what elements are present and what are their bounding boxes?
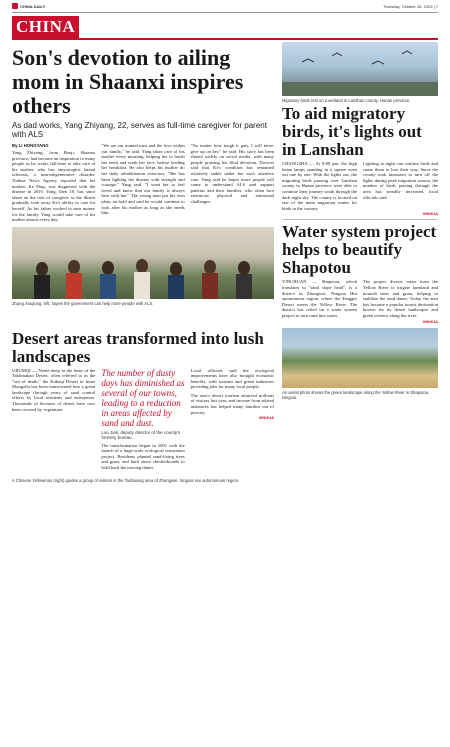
top-bar (12, 0, 438, 13)
masthead-text: CHINA DAILY (20, 3, 46, 9)
desert-col-4: The area's desert tourism attracted millions of visitors last year, and income from related industries has helped many families out of poverty. (190, 392, 274, 415)
china-daily-logo-icon (12, 3, 18, 9)
water-col-1: YINCHUAN — Shapotou, which translates to "sand slope head", is a district in Zhongwei, Ningxia Hui autonomous region, where the Tengger Desert meets the Yellow River. The district has relied on a water system project to turn sand into oases. (282, 279, 357, 318)
lead-columns (12, 143, 274, 223)
desert-photo-caption: A Chinese Yellowman (right) guides a group of visitors in the Taobuxing area of Zhongwei, Ningxia Hui autonomous region. (12, 478, 240, 483)
lead-story (12, 42, 274, 324)
divider (282, 219, 438, 220)
birds-columns (282, 161, 438, 211)
desert-headline: Desert areas transformed into lush landscapes (12, 328, 264, 366)
desert-story (12, 328, 274, 471)
section-rule (12, 38, 438, 40)
lead-col-2: "We are our mutual trust and the love within our family," he said. Yang takes care of his mother every morning, helping her to brush her teeth and wash her face, before feeding her breakfast. He also helps his mother do her daily rehabilitation exercises. "She has been fighting the disease with strength and courage," Yang said. "I want her to feel loved and know that our family is always here with her." The young man put his own plans on hold and said he would continue to look after his mother as long as she needs him. (101, 143, 185, 216)
water-columns (282, 279, 438, 318)
water-photo-caption: An aerial photo shows the green landscape along the Yellow River in Shapotou, Ningxia. (282, 389, 430, 400)
desert-quote-author: Lou Jiali, deputy director of the county's forestry bureau (101, 429, 181, 440)
lead-photo-caption: Zhang Xiuqiong, left, hopes the government can help more people with ALS. (12, 300, 154, 306)
bottom-region (12, 328, 438, 471)
desert-col-2: The transformation began in 2001 with the launch of a large-scale ecological restoration project. Residents planted sand-fixing trees and grass, and built straw checkerboards to hold back the moving dunes. (101, 442, 185, 470)
lead-headline: Son's devotion to ailing mom in Shaanxi inspires others (12, 45, 244, 118)
top-region (12, 42, 438, 324)
water-photo-block (282, 328, 438, 471)
lead-photo (12, 227, 274, 299)
water-headline: Water system project helps to beautify Shapotou (282, 222, 437, 278)
date-line: Thursday, October 26, 2023 | 7 (383, 3, 438, 9)
section-label: CHINA (12, 16, 79, 38)
lead-deck: As dad works, Yang Zhiyang, 22, serves as full-time caregiver for parent with ALS (12, 121, 267, 139)
lead-col-1: Yang Zhiyang, from Baoji, Shaanxi province, had become an inspiration to many people as he works full-time to take care of his mother, who has amyotrophic lateral sclerosis, a neurodegenerative disorder. Xinhua News Agency reported that his mother, Ke Ping, was diagnosed with the disease in 2019. Yang, then 18, has since taken on the role of caregiver as the illness gradually took away Ke's ability to care for herself. As his father worked to earn money for the family, Yang would take care of his mother almost every day. (12, 150, 96, 223)
water-tag: XINHUA (422, 318, 438, 324)
water-photo (282, 328, 438, 388)
desert-tag: XINHUA (258, 415, 274, 421)
birds-col-1: CHANGSHA — At 8:00 pm, the high beam lamps standing in a square went out one by one. With the lights out, the migrating birds passing over Lanshan county in Hunan province were able to continue their journey south through the dark night sky. The county is located on one of the main migration routes for birds in the country. (282, 161, 357, 211)
birds-tag: XINHUA (422, 211, 438, 217)
birds-photo-shapes (282, 42, 438, 96)
birds-photo (282, 42, 438, 96)
desert-columns (12, 368, 274, 471)
lead-col-3: "No matter how tough it gets, I will never give up on her," he said. His story has been shared widely on social media, with many people praising his filial devotion. Doctors said that Ke's condition has remained relatively stable under her son's attentive care. Yang said he hopes more people will come to understand ALS and support patients and their families, who often face enormous physical and emotional challenges. (190, 143, 274, 204)
water-col-2: The project diverts water from the Yellow River to irrigate farmland and nourish trees and grass, helping to stabilize the sand dunes. Today, the area has become a popular tourist destination known for its desert landscapes and green scenery along the river. (363, 279, 438, 318)
masthead (12, 3, 45, 9)
birds-headline: To aid migratory birds, it's lights out in Lanshan (282, 104, 422, 159)
birds-photo-caption: Migratory birds rest on a wetland in Lanshan county, Hunan province. (282, 98, 411, 103)
desert-col-3: Local officials said the ecological improvements have also brought economic benefits, with tourism and green industries providing jobs for many local people. (190, 367, 274, 390)
birds-col-2: Lighting at night can confuse birds and cause them to lose their way. Since the county took measures to turn off the lights during peak migration season, the number of birds passing through the area has steadily increased, local officials said. (363, 161, 438, 200)
desert-quote: The number of dusty days has diminished as several of our towns, leading to a reduction in areas affected by sand and dust. (101, 367, 185, 428)
lead-photo-figures (12, 227, 274, 299)
lead-byline: By LI HONGYANG (12, 143, 49, 148)
desert-col-1: URUMQI — Noted deep in the heart of the Taklimakan Desert, often referred to as the "sea of death," the Kubuqi Desert in Inner Mongolia has been transformed into a green landscape through years of sand control efforts by local residents and enterprises. Thousands of hectares of desert have now been covered by vegetation. (12, 367, 96, 412)
right-column (282, 42, 438, 324)
